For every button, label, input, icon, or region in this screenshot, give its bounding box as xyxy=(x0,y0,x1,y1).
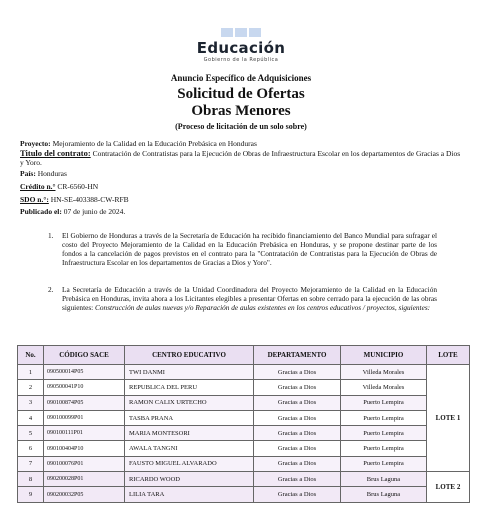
cell-code: 090100111P01 xyxy=(44,426,125,441)
table-row xyxy=(18,365,470,380)
paragraph-number: 2. xyxy=(48,285,54,294)
logo-block-icon xyxy=(221,28,233,37)
cell-lote-2: LOTE 2 xyxy=(427,472,470,503)
cell-code: 090200032P05 xyxy=(44,487,125,502)
cell-no: 7 xyxy=(18,456,44,471)
schools-table xyxy=(17,345,470,503)
meta-proyecto xyxy=(20,139,465,148)
cell-department: Gracias a Dios xyxy=(254,365,341,380)
cell-center: LILIA TARA xyxy=(125,487,254,502)
pais-value: Honduras xyxy=(37,169,67,178)
cell-department: Gracias a Dios xyxy=(254,380,341,395)
cell-municipality: Puerto Lempira xyxy=(341,426,427,441)
cell-code: 090100076P01 xyxy=(44,456,125,471)
paragraph-2 xyxy=(48,285,437,312)
cell-municipality: Villeda Morales xyxy=(341,365,427,380)
meta-credito xyxy=(20,182,465,191)
meta-publicado xyxy=(20,207,465,216)
process-note: (Proceso de licitación de un solo sobre) xyxy=(175,122,307,131)
cell-department: Gracias a Dios xyxy=(254,456,341,471)
table-header-row xyxy=(18,346,470,365)
sdo-label: SDO n.°: xyxy=(20,195,49,204)
cell-code: 090100404P10 xyxy=(44,441,125,456)
col-header-code: CÓDIGO SACE xyxy=(44,346,125,365)
titulo-value: Contratación de Contratistas para la Ejecución de Obras de Infraestructura Escolar en los departamentos de Gracias a Dios y Yoro. xyxy=(20,149,461,167)
cell-no: 3 xyxy=(18,395,44,410)
cell-department: Gracias a Dios xyxy=(254,410,341,425)
cell-no: 2 xyxy=(18,380,44,395)
cell-center: REPUBLICA DEL PERU xyxy=(125,380,254,395)
table-row xyxy=(18,426,470,441)
cell-department: Gracias a Dios xyxy=(254,426,341,441)
col-header-no: No. xyxy=(18,346,44,365)
paragraph-number: 1. xyxy=(48,231,54,240)
meta-sdo xyxy=(20,195,465,204)
cell-code: 090100874P05 xyxy=(44,395,125,410)
cell-code: 090100099P01 xyxy=(44,410,125,425)
cell-center: TASBA PRANA xyxy=(125,410,254,425)
publicado-value: 07 de junio de 2024. xyxy=(63,207,126,216)
cell-code: 090500041P10 xyxy=(44,380,125,395)
proyecto-label: Proyecto: xyxy=(20,139,51,148)
cell-department: Gracias a Dios xyxy=(254,395,341,410)
col-header-department: DEPARTAMENTO xyxy=(254,346,341,365)
cell-department: Gracias a Dios xyxy=(254,472,341,487)
col-header-lote: LOTE xyxy=(427,346,470,365)
credito-value: CR-6560-HN xyxy=(57,182,99,191)
meta-titulo xyxy=(20,149,465,167)
logo-block-icon xyxy=(249,28,261,37)
paragraph-2-italic: Construcción de aulas nuevas y/o Reparación de aulas existentes en los centros educativos / proyectos, siguientes: xyxy=(95,303,431,312)
col-header-municipality: MUNICIPIO xyxy=(341,346,427,365)
cell-no: 5 xyxy=(18,426,44,441)
logo-subtitle: Gobierno de la República xyxy=(203,57,279,63)
page-subtitle: Obras Menores xyxy=(191,103,291,119)
announce-heading: Anuncio Específico de Adquisiciones xyxy=(170,73,312,83)
paragraph-1 xyxy=(48,231,437,267)
cell-municipality: Puerto Lempira xyxy=(341,456,427,471)
table-row xyxy=(18,487,470,502)
paragraph-1-text: El Gobierno de Honduras a través de la Secretaría de Educación ha recibido financiamiento del Banco Mundial para sufragar el costo del Proyecto Mejoramiento de la Calidad en la Educación Prebásica en Honduras, y se propone destinar parte de los fondos a la cancelación de pagos previstos en el contrato para la "Contratación de Contratistas para la Ejecución de Obras de Infraestructura Escolar en los departamentos de Gracias a Dios y Yoro". xyxy=(62,231,437,267)
credito-label: Crédito n.° xyxy=(20,182,56,191)
meta-pais xyxy=(20,169,465,178)
table-row xyxy=(18,456,470,471)
cell-no: 4 xyxy=(18,410,44,425)
table-row xyxy=(18,472,470,487)
logo-block-icon xyxy=(235,28,247,37)
cell-municipality: Puerto Lempira xyxy=(341,410,427,425)
table-row xyxy=(18,380,470,395)
table-row xyxy=(18,410,470,425)
proyecto-value: Mejoramiento de la Calidad en la Educación Prebásica en Honduras xyxy=(52,139,257,148)
cell-department: Gracias a Dios xyxy=(254,487,341,502)
cell-center: AWALA TANGNI xyxy=(125,441,254,456)
cell-no: 6 xyxy=(18,441,44,456)
cell-no: 9 xyxy=(18,487,44,502)
cell-no: 1 xyxy=(18,365,44,380)
cell-center: RAMON CALIX URTECHO xyxy=(125,395,254,410)
cell-lote-1: LOTE 1 xyxy=(427,365,470,472)
logo-mark xyxy=(0,24,482,40)
cell-municipality: Brus Laguna xyxy=(341,487,427,502)
cell-center: MARIA MONTESORI xyxy=(125,426,254,441)
cell-municipality: Puerto Lempira xyxy=(341,441,427,456)
cell-municipality: Puerto Lempira xyxy=(341,395,427,410)
cell-center: RICARDO WOOD xyxy=(125,472,254,487)
sdo-value: HN-SE-403388-CW-RFB xyxy=(50,195,129,204)
cell-center: FAUSTO MIGUEL ALVARADO xyxy=(125,456,254,471)
col-header-center: CENTRO EDUCATIVO xyxy=(125,346,254,365)
table-row xyxy=(18,395,470,410)
cell-no: 8 xyxy=(18,472,44,487)
cell-municipality: Villeda Morales xyxy=(341,380,427,395)
page-title: Solicitud de Ofertas xyxy=(177,86,305,102)
table-row xyxy=(18,441,470,456)
paragraph-2-text: La Secretaría de Educación a través de la Unidad Coordinadora del Proyecto Mejoramiento de la Calidad en la Educación Prebásica en Honduras, invita ahora a los Licitantes elegibles a presentar Ofertas en sobre cerrado para la ejecución de las obras siguientes: xyxy=(62,285,437,312)
logo-title: Educación xyxy=(196,39,286,57)
cell-municipality: Brus Laguna xyxy=(341,472,427,487)
publicado-label: Publicado el: xyxy=(20,207,62,216)
pais-label: País: xyxy=(20,169,36,178)
titulo-label: Titulo del contrato: xyxy=(20,148,91,158)
cell-code: 090500014P05 xyxy=(44,365,125,380)
cell-department: Gracias a Dios xyxy=(254,441,341,456)
cell-code: 090200028P01 xyxy=(44,472,125,487)
cell-center: TWI DANMI xyxy=(125,365,254,380)
